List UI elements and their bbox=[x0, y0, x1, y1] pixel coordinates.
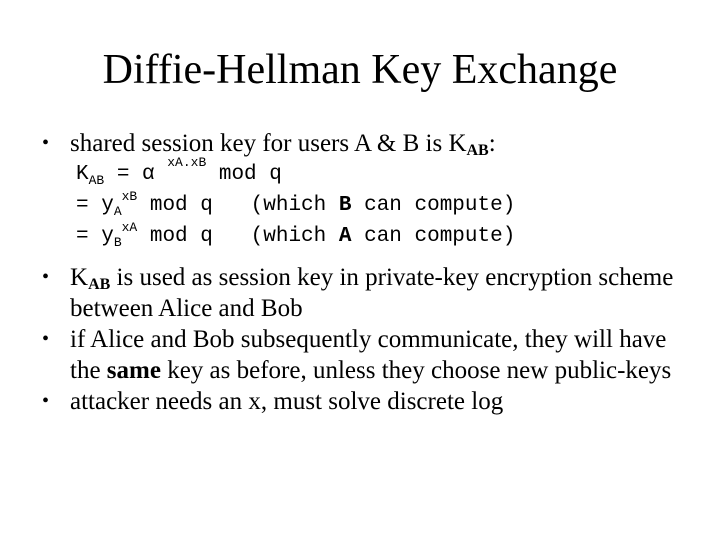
math-lead: = y bbox=[76, 194, 114, 217]
math-tail: mod q (which bbox=[137, 225, 339, 248]
math-exponent: xA.xB bbox=[167, 155, 207, 170]
math-exponent: xA bbox=[121, 220, 138, 235]
math-line-2 bbox=[76, 190, 696, 221]
slide-title: Diffie-Hellman Key Exchange bbox=[102, 47, 618, 93]
bullet-list bbox=[42, 128, 696, 417]
bullet-bold-same: same bbox=[106, 357, 161, 384]
kab-subscript: AB bbox=[466, 142, 489, 159]
kab-subscript: AB bbox=[88, 276, 111, 293]
math-tail-2: can compute) bbox=[351, 194, 516, 217]
math-tail-2: can compute) bbox=[351, 225, 516, 248]
bullet-alice-bob-communicate bbox=[42, 324, 696, 386]
math-line-3 bbox=[76, 221, 696, 252]
bullet-suffix: : bbox=[488, 130, 496, 157]
bullet-attacker bbox=[42, 386, 696, 417]
bullet-text: is used as session key in private-key encryption scheme between Alice and Bob bbox=[70, 264, 674, 322]
bullet-dot-icon: • bbox=[42, 266, 50, 288]
math-bold-party: A bbox=[338, 225, 352, 248]
bullet-dot-icon: • bbox=[42, 390, 50, 412]
bullet-dot-icon: • bbox=[42, 328, 50, 350]
math-y-subscript: A bbox=[113, 204, 122, 219]
math-bold-party: B bbox=[338, 194, 352, 217]
math-k: K bbox=[76, 163, 89, 186]
bullet-text-after: key as before, unless they choose new public-keys bbox=[160, 357, 672, 384]
bullet-text: shared session key for users A & B is K bbox=[70, 130, 467, 157]
kab-k: K bbox=[70, 264, 89, 291]
math-line-1 bbox=[76, 155, 696, 190]
math-alpha: = α bbox=[104, 163, 168, 186]
math-tail: mod q (which bbox=[137, 194, 339, 217]
math-y-subscript: B bbox=[113, 235, 122, 250]
bullet-shared-session-key bbox=[42, 128, 696, 159]
math-lead: = y bbox=[76, 225, 114, 248]
math-k-subscript: AB bbox=[88, 173, 105, 188]
bullet-text: attacker needs an x, must solve discrete log bbox=[70, 388, 504, 415]
bullet-text-before: if Alice and Bob subsequently communicate, they will have the bbox=[70, 326, 667, 384]
bullet-kab-session-key bbox=[42, 262, 696, 324]
math-mod: mod q bbox=[206, 163, 282, 186]
bullet-dot-icon: • bbox=[42, 132, 50, 154]
math-exponent: xB bbox=[121, 189, 138, 204]
